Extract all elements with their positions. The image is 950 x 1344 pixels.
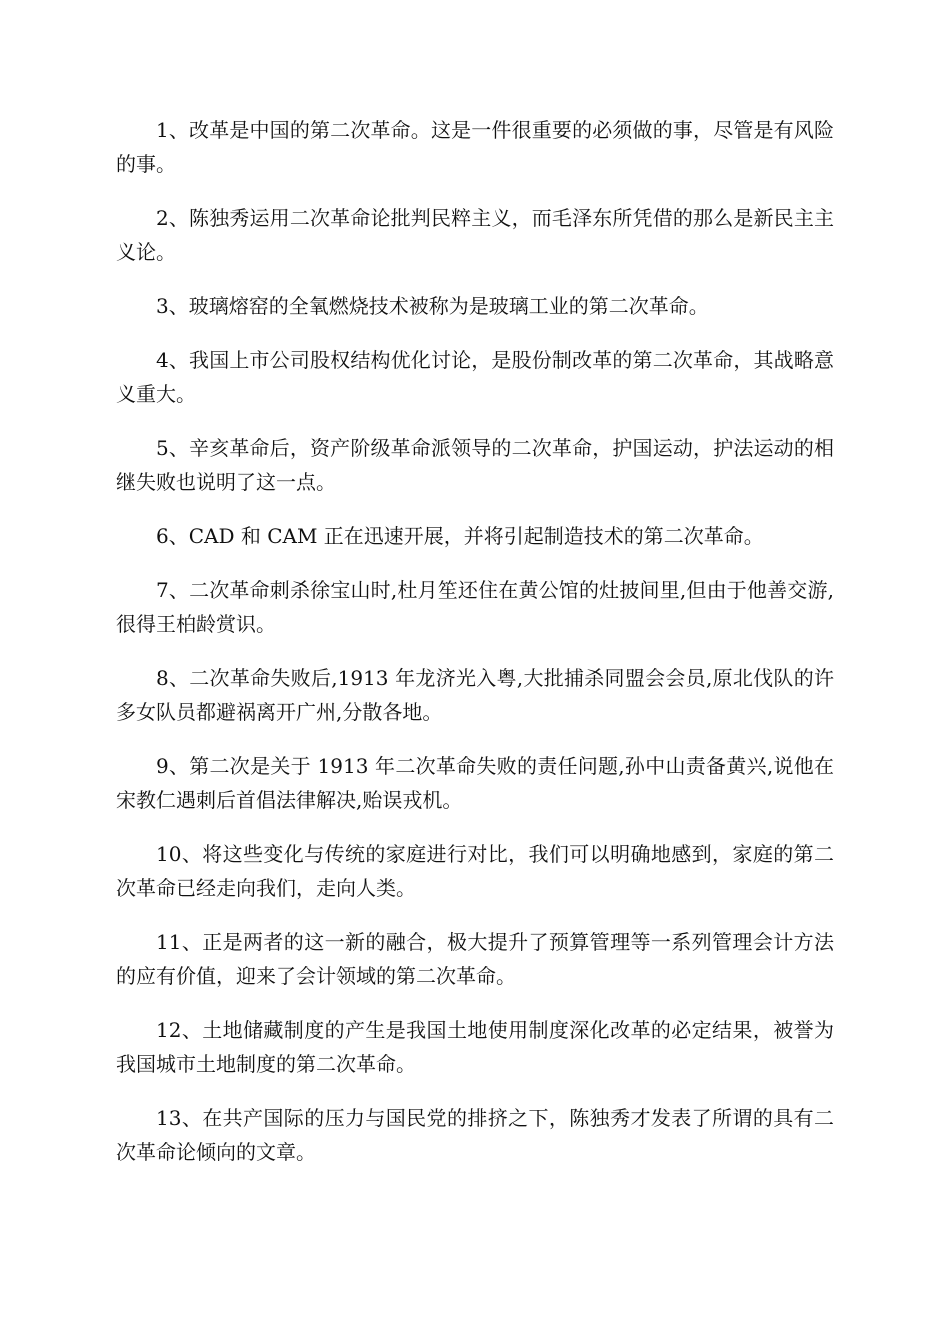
sentence-paragraph-9: 9、第二次是关于 1913 年二次革命失败的责任问题,孙中山责备黄兴,说他在宋教仁遇刺后首倡法律解决,贻误戎机。 bbox=[116, 754, 834, 812]
sentence-paragraph-13: 13、在共产国际的压力与国民党的排挤之下，陈独秀才发表了所谓的具有二次革命论倾向的文章。 bbox=[116, 1106, 834, 1164]
sentence-paragraph-1: 1、改革是中国的第二次革命。这是一件很重要的必须做的事，尽管是有风险的事。 bbox=[116, 118, 834, 176]
sentence-paragraph-12: 12、土地储藏制度的产生是我国土地使用制度深化改革的必定结果，被誉为我国城市土地制度的第二次革命。 bbox=[116, 1018, 834, 1076]
document-body bbox=[116, 113, 834, 1189]
sentence-paragraph-6: 6、CAD 和 CAM 正在迅速开展，并将引起制造技术的第二次革命。 bbox=[156, 524, 764, 548]
sentence-paragraph-11: 11、正是两者的这一新的融合，极大提升了预算管理等一系列管理会计方法的应有价值，迎来了会计领域的第二次革命。 bbox=[116, 930, 834, 988]
sentence-paragraph-7: 7、二次革命刺杀徐宝山时,杜月笙还住在黄公馆的灶披间里,但由于他善交游,很得王柏龄赏识。 bbox=[116, 578, 834, 636]
sentence-paragraph-8: 8、二次革命失败后,1913 年龙济光入粤,大批捕杀同盟会会员,原北伐队的许多女队员都避祸离开广州,分散各地。 bbox=[116, 666, 834, 724]
sentence-paragraph-4: 4、我国上市公司股权结构优化讨论，是股份制改革的第二次革命，其战略意义重大。 bbox=[116, 348, 834, 406]
sentence-paragraph-10: 10、将这些变化与传统的家庭进行对比，我们可以明确地感到，家庭的第二次革命已经走向我们，走向人类。 bbox=[116, 842, 834, 900]
sentence-paragraph-3: 3、玻璃熔窑的全氧燃烧技术被称为是玻璃工业的第二次革命。 bbox=[156, 294, 709, 318]
sentence-paragraph-5: 5、辛亥革命后，资产阶级革命派领导的二次革命，护国运动，护法运动的相继失败也说明了这一点。 bbox=[116, 436, 834, 494]
sentence-paragraph-2: 2、陈独秀运用二次革命论批判民粹主义，而毛泽东所凭借的那么是新民主主义论。 bbox=[116, 206, 834, 264]
